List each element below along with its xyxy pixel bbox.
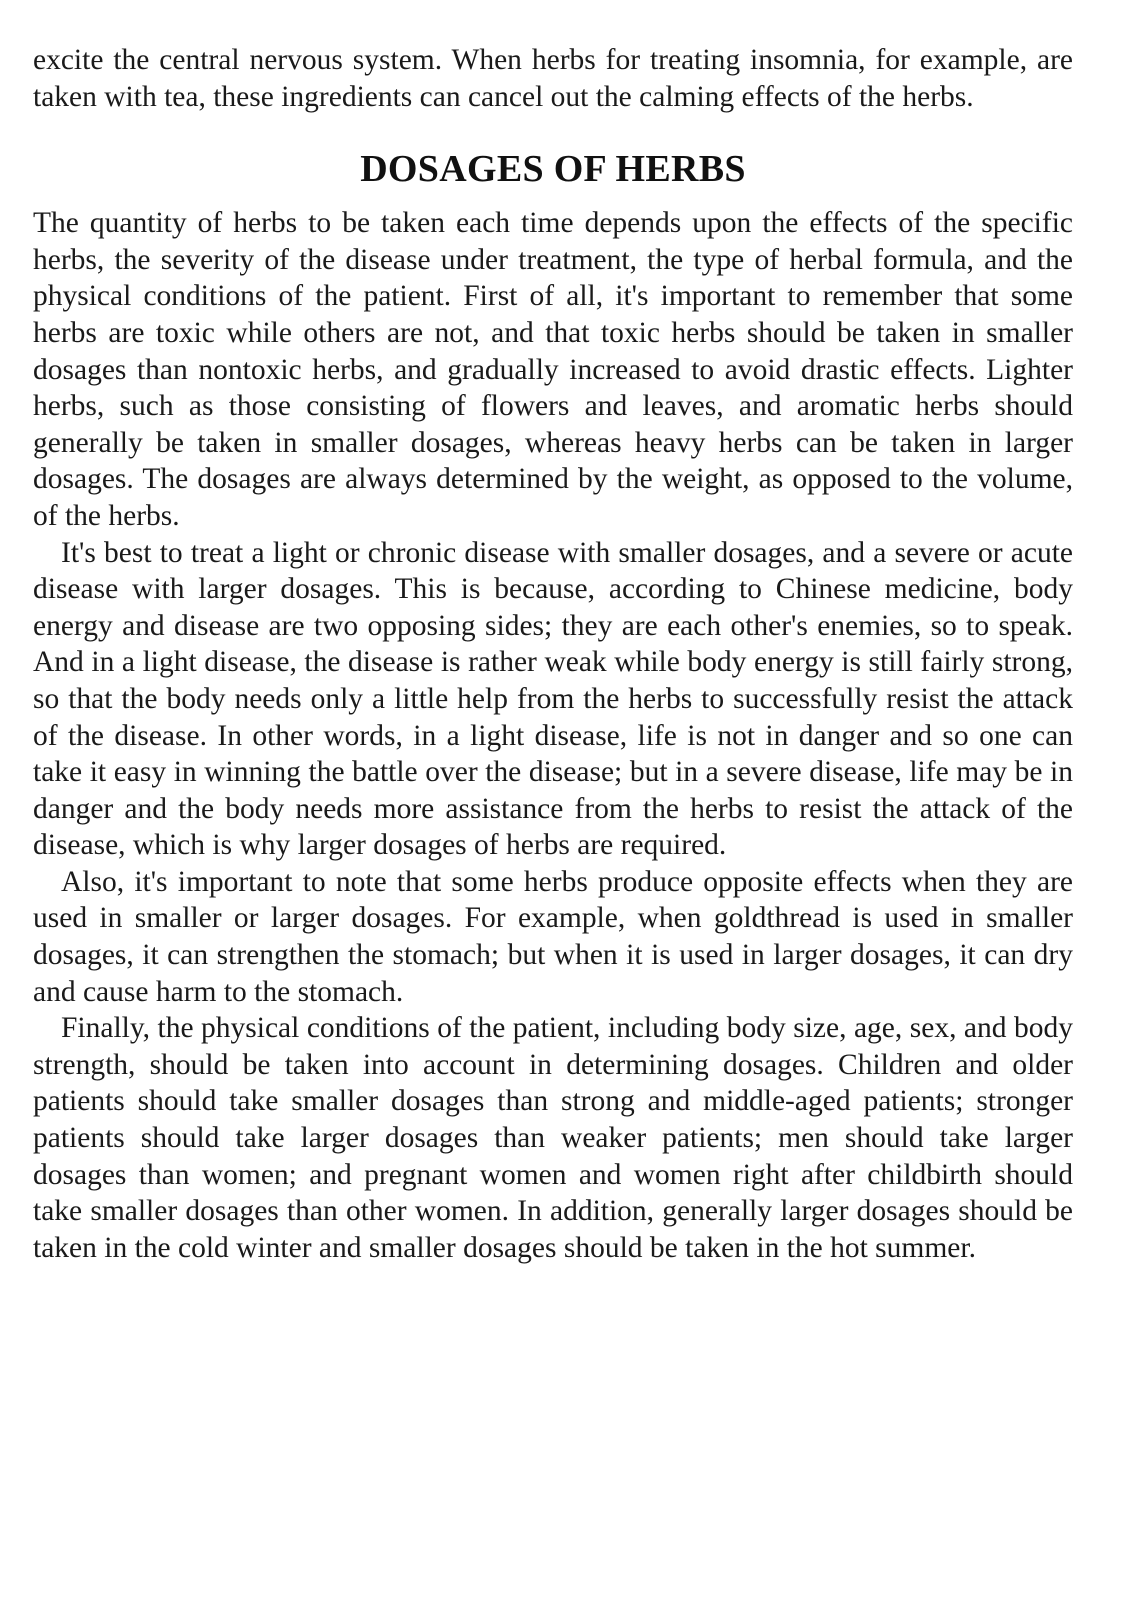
section-heading: DOSAGES OF HERBS bbox=[360, 148, 746, 191]
paragraph-disease-severity: It's best to treat a light or chronic disease with smaller dosages, and a severe or acute disease with larger dosages. This is because, according to Chinese medicine, body energy and disease are two opposing sides; they are each other's enemies, so to speak. And in a light disease, the disease is rather weak while body energy is still fairly strong, so that the body needs only a little help from the herbs to successfully resist the attack of the disease. In other words, in a light disease, life is not in danger and so one can take it easy in winning the battle over the disease; but in a severe disease, life may be in danger and the body needs more assistance from the herbs to resist the attack of the disease, which is why larger dosages of herbs are required. bbox=[33, 536, 1073, 862]
document-page bbox=[33, 42, 1073, 1266]
paragraph-patient-conditions: Finally, the physical conditions of the patient, including body size, age, sex, and body strength, should be taken into account in determining dosages. Children and older patients should take smaller dosages than strong and middle-aged patients; stronger patients should take larger dosages than weaker patients; men should take larger dosages than women; and pregnant women and women right after childbirth should take smaller dosages than other women. In addition, generally larger dosages should be taken in the cold winter and smaller dosages should be taken in the hot summer. bbox=[33, 1012, 1073, 1264]
intro-paragraph: excite the central nervous system. When herbs for treating insomnia, for example, are taken with tea, these ingredients can cancel out the calming effects of the herbs. bbox=[33, 44, 1073, 113]
paragraph-opposite-effects: Also, it's important to note that some herbs produce opposite effects when they are used in smaller or larger dosages. For example, when goldthread is used in smaller dosages, it can strengthen the stomach; but when it is used in larger dosages, it can dry and cause harm to the stomach. bbox=[33, 865, 1073, 1008]
paragraph-dosage-factors: The quantity of herbs to be taken each time depends upon the effects of the specific herbs, the severity of the disease under treatment, the type of herbal formula, and the physical conditions of the patient. First of all, it's important to remember that some herbs are toxic while others are not, and that toxic herbs should be taken in smaller dosages than nontoxic herbs, and gradually increased to avoid drastic effects. Lighter herbs, such as those consisting of flowers and leaves, and aromatic herbs should generally be taken in smaller dosages, whereas heavy herbs can be taken in larger dosages. The dosages are always determined by the weight, as opposed to the volume, of the herbs. bbox=[33, 207, 1073, 532]
